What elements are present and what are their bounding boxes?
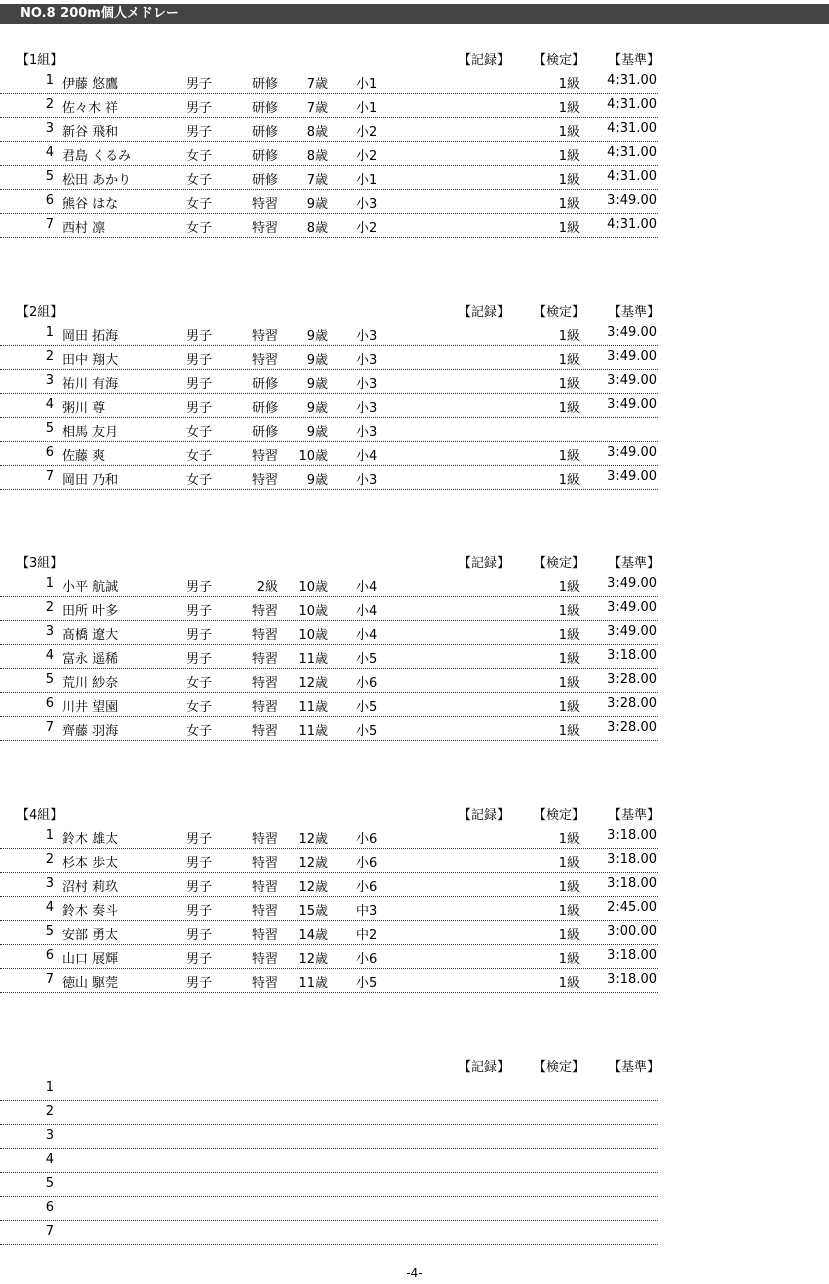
table-row — [0, 1125, 658, 1149]
table-row — [0, 1221, 658, 1245]
cell-cls: 研修 — [251, 149, 278, 164]
cell-std: 3:49.00 — [607, 373, 657, 388]
cell-sex: 男子 — [186, 125, 213, 140]
table-row — [0, 1197, 658, 1221]
cell-name: 小平 航誠 — [62, 580, 119, 595]
cell-name: 新谷 飛和 — [62, 125, 119, 140]
cell-name: 松田 あかり — [62, 173, 132, 188]
cell-no: 4 — [45, 648, 54, 663]
cell-cls: 特習 — [251, 221, 278, 236]
cell-name: 君島 くるみ — [62, 149, 132, 164]
table-row — [0, 118, 658, 142]
cell-cls: 特習 — [251, 676, 278, 691]
cell-level: 1級 — [558, 652, 580, 667]
cell-grade: 小3 — [356, 473, 378, 488]
cell-cls: 特習 — [251, 700, 278, 715]
cell-std: 4:31.00 — [607, 97, 657, 112]
table-row — [0, 621, 658, 645]
cell-level: 1級 — [558, 377, 580, 392]
cell-grade: 小5 — [356, 976, 378, 991]
cell-age: 9歳 — [306, 377, 328, 392]
cell-std: 3:18.00 — [607, 648, 657, 663]
cell-level: 1級 — [558, 221, 580, 236]
cell-age: 11歳 — [298, 976, 328, 991]
cell-no: 7 — [45, 720, 54, 735]
cell-sex: 男子 — [186, 604, 213, 619]
cell-grade: 小3 — [356, 353, 378, 368]
cell-no: 1 — [45, 325, 54, 340]
cell-level: 1級 — [558, 149, 580, 164]
cell-sex: 男子 — [186, 101, 213, 116]
heat-header — [0, 1053, 829, 1077]
cell-no: 3 — [45, 1128, 54, 1143]
cell-no: 2 — [45, 1104, 54, 1119]
cell-no: 5 — [45, 672, 54, 687]
cell-level: 1級 — [558, 724, 580, 739]
cell-level: 1級 — [558, 197, 580, 212]
cell-std: 3:18.00 — [607, 828, 657, 843]
cell-cls: 特習 — [251, 353, 278, 368]
cell-no: 6 — [45, 1200, 54, 1215]
cell-no: 7 — [45, 469, 54, 484]
cell-no: 2 — [45, 97, 54, 112]
cell-name: 田所 叶多 — [62, 604, 119, 619]
cell-no: 6 — [45, 948, 54, 963]
cell-sex: 男子 — [186, 856, 213, 871]
cell-age: 9歳 — [306, 401, 328, 416]
cell-no: 1 — [45, 1080, 54, 1095]
cell-name: 富永 遥稀 — [62, 652, 119, 667]
cell-no: 7 — [45, 972, 54, 987]
cell-level: 1級 — [558, 101, 580, 116]
table-row — [0, 166, 658, 190]
cell-level: 1級 — [558, 676, 580, 691]
table-row — [0, 849, 658, 873]
cell-cls: 研修 — [251, 425, 278, 440]
cell-grade: 小3 — [356, 377, 378, 392]
cell-level: 1級 — [558, 628, 580, 643]
kijun-column-header: 【基準】 — [608, 808, 661, 823]
cell-level: 1級 — [558, 329, 580, 344]
cell-name: 齊藤 羽海 — [62, 724, 119, 739]
cell-name: 徳山 駆莞 — [62, 976, 119, 991]
cell-age: 7歳 — [306, 101, 328, 116]
cell-grade: 中2 — [356, 928, 378, 943]
heat-header — [0, 549, 829, 573]
table-row — [0, 94, 658, 118]
cell-no: 4 — [45, 145, 54, 160]
cell-age: 8歳 — [306, 125, 328, 140]
cell-sex: 男子 — [186, 377, 213, 392]
record-column-header: 【記録】 — [458, 1060, 511, 1075]
cell-grade: 小3 — [356, 197, 378, 212]
cell-name: 西村 凛 — [62, 221, 106, 236]
cell-grade: 小4 — [356, 604, 378, 619]
cell-std: 2:45.00 — [607, 900, 657, 915]
kijun-column-header: 【基準】 — [608, 556, 661, 571]
cell-grade: 小3 — [356, 401, 378, 416]
cell-level: 1級 — [558, 928, 580, 943]
cell-level: 1級 — [558, 449, 580, 464]
cell-cls: 特習 — [251, 652, 278, 667]
cell-level: 1級 — [558, 473, 580, 488]
cell-std: 4:31.00 — [607, 73, 657, 88]
cell-cls: 特習 — [251, 832, 278, 847]
cell-std: 4:31.00 — [607, 217, 657, 232]
cell-age: 10歳 — [298, 580, 328, 595]
table-row — [0, 969, 658, 993]
cell-name: 祐川 有海 — [62, 377, 119, 392]
cell-grade: 小2 — [356, 125, 378, 140]
cell-name: 相馬 友月 — [62, 425, 119, 440]
cell-std: 3:49.00 — [607, 445, 657, 460]
cell-age: 9歳 — [306, 425, 328, 440]
table-row — [0, 466, 658, 490]
cell-no: 6 — [45, 696, 54, 711]
cell-no: 5 — [45, 1176, 54, 1191]
cell-level: 1級 — [558, 976, 580, 991]
cell-std: 3:28.00 — [607, 672, 657, 687]
cell-grade: 小1 — [356, 173, 378, 188]
cell-std: 3:49.00 — [607, 325, 657, 340]
cell-cls: 2級 — [256, 580, 278, 595]
cell-cls: 特習 — [251, 976, 278, 991]
cell-name: 佐藤 爽 — [62, 449, 106, 464]
cell-cls: 特習 — [251, 473, 278, 488]
table-row — [0, 573, 658, 597]
table-row — [0, 1173, 658, 1197]
heat-header — [0, 46, 829, 70]
cell-name: 川井 望園 — [62, 700, 119, 715]
cell-level: 1級 — [558, 173, 580, 188]
cell-grade: 小1 — [356, 77, 378, 92]
table-row — [0, 322, 658, 346]
heat-header — [0, 801, 829, 825]
cell-std: 4:31.00 — [607, 145, 657, 160]
cell-sex: 女子 — [186, 149, 213, 164]
cell-std: 3:18.00 — [607, 852, 657, 867]
cell-cls: 特習 — [251, 904, 278, 919]
table-row — [0, 370, 658, 394]
cell-std: 3:28.00 — [607, 696, 657, 711]
cell-age: 9歳 — [306, 197, 328, 212]
table-row — [0, 394, 658, 418]
cell-no: 2 — [45, 349, 54, 364]
cell-level: 1級 — [558, 353, 580, 368]
cell-name: 山口 展輝 — [62, 952, 119, 967]
kentei-column-header: 【検定】 — [533, 305, 586, 320]
cell-age: 15歳 — [298, 904, 328, 919]
heat-header — [0, 298, 829, 322]
cell-sex: 男子 — [186, 928, 213, 943]
cell-sex: 男子 — [186, 976, 213, 991]
cell-no: 5 — [45, 421, 54, 436]
record-column-header: 【記録】 — [458, 556, 511, 571]
cell-level: 1級 — [558, 580, 580, 595]
table-row — [0, 190, 658, 214]
table-row — [0, 346, 658, 370]
cell-age: 12歳 — [298, 676, 328, 691]
cell-sex: 男子 — [186, 952, 213, 967]
cell-sex: 男子 — [186, 880, 213, 895]
cell-cls: 特習 — [251, 449, 278, 464]
cell-no: 3 — [45, 373, 54, 388]
cell-no: 1 — [45, 576, 54, 591]
cell-name: 荒川 紗奈 — [62, 676, 119, 691]
cell-std: 4:31.00 — [607, 169, 657, 184]
cell-age: 10歳 — [298, 449, 328, 464]
cell-name: 沼村 莉玖 — [62, 880, 119, 895]
cell-no: 4 — [45, 1152, 54, 1167]
table-row — [0, 825, 658, 849]
cell-no: 3 — [45, 876, 54, 891]
cell-sex: 男子 — [186, 580, 213, 595]
cell-no: 5 — [45, 169, 54, 184]
cell-name: 佐々木 祥 — [62, 101, 119, 116]
table-row — [0, 873, 658, 897]
table-row — [0, 442, 658, 466]
cell-age: 9歳 — [306, 353, 328, 368]
cell-age: 11歳 — [298, 652, 328, 667]
cell-age: 7歳 — [306, 77, 328, 92]
cell-grade: 小3 — [356, 329, 378, 344]
cell-grade: 中3 — [356, 904, 378, 919]
cell-sex: 男子 — [186, 77, 213, 92]
record-column-header: 【記録】 — [458, 808, 511, 823]
cell-cls: 特習 — [251, 329, 278, 344]
table-row — [0, 142, 658, 166]
cell-sex: 男子 — [186, 353, 213, 368]
cell-name: 鈴木 奏斗 — [62, 904, 119, 919]
cell-age: 10歳 — [298, 628, 328, 643]
cell-no: 1 — [45, 828, 54, 843]
table-row — [0, 645, 658, 669]
cell-cls: 研修 — [251, 173, 278, 188]
cell-cls: 研修 — [251, 125, 278, 140]
cell-name: 熊谷 はな — [62, 197, 119, 212]
heat-group — [0, 1053, 829, 1245]
table-row — [0, 597, 658, 621]
table-row — [0, 717, 658, 741]
kentei-column-header: 【検定】 — [533, 556, 586, 571]
cell-level: 1級 — [558, 401, 580, 416]
table-row — [0, 1149, 658, 1173]
cell-no: 4 — [45, 900, 54, 915]
cell-age: 12歳 — [298, 880, 328, 895]
cell-sex: 男子 — [186, 401, 213, 416]
cell-sex: 女子 — [186, 676, 213, 691]
cell-no: 4 — [45, 397, 54, 412]
cell-no: 6 — [45, 193, 54, 208]
cell-no: 3 — [45, 121, 54, 136]
cell-sex: 女子 — [186, 724, 213, 739]
kentei-column-header: 【検定】 — [533, 1060, 586, 1075]
cell-name: 岡田 拓海 — [62, 329, 119, 344]
cell-no: 2 — [45, 600, 54, 615]
cell-cls: 特習 — [251, 880, 278, 895]
cell-name: 安部 勇太 — [62, 928, 119, 943]
cell-sex: 女子 — [186, 221, 213, 236]
table-row — [0, 1101, 658, 1125]
cell-level: 1級 — [558, 880, 580, 895]
kijun-column-header: 【基準】 — [608, 53, 661, 68]
cell-grade: 小4 — [356, 628, 378, 643]
table-row — [0, 669, 658, 693]
cell-grade: 小5 — [356, 652, 378, 667]
heat-label: 【1組】 — [16, 53, 64, 68]
cell-std: 3:18.00 — [607, 876, 657, 891]
cell-std: 3:49.00 — [607, 469, 657, 484]
cell-grade: 小3 — [356, 425, 378, 440]
cell-age: 8歳 — [306, 149, 328, 164]
cell-no: 3 — [45, 624, 54, 639]
cell-age: 10歳 — [298, 604, 328, 619]
cell-age: 12歳 — [298, 952, 328, 967]
cell-sex: 女子 — [186, 197, 213, 212]
cell-std: 3:00.00 — [607, 924, 657, 939]
cell-grade: 小4 — [356, 449, 378, 464]
cell-std: 4:31.00 — [607, 121, 657, 136]
cell-level: 1級 — [558, 904, 580, 919]
cell-name: 岡田 乃和 — [62, 473, 119, 488]
cell-std: 3:49.00 — [607, 600, 657, 615]
cell-cls: 特習 — [251, 952, 278, 967]
cell-grade: 小6 — [356, 880, 378, 895]
table-row — [0, 418, 658, 442]
cell-std: 3:49.00 — [607, 397, 657, 412]
cell-level: 1級 — [558, 832, 580, 847]
heat-label: 【3組】 — [16, 556, 64, 571]
cell-cls: 研修 — [251, 77, 278, 92]
kijun-column-header: 【基準】 — [608, 305, 661, 320]
cell-grade: 小4 — [356, 580, 378, 595]
table-row — [0, 897, 658, 921]
cell-no: 7 — [45, 1224, 54, 1239]
cell-sex: 男子 — [186, 628, 213, 643]
cell-no: 5 — [45, 924, 54, 939]
kentei-column-header: 【検定】 — [533, 808, 586, 823]
cell-std: 3:18.00 — [607, 972, 657, 987]
cell-level: 1級 — [558, 125, 580, 140]
cell-cls: 特習 — [251, 856, 278, 871]
heat-group — [0, 298, 829, 490]
cell-name: 田中 翔大 — [62, 353, 119, 368]
cell-cls: 特習 — [251, 928, 278, 943]
cell-grade: 小6 — [356, 832, 378, 847]
cell-cls: 特習 — [251, 604, 278, 619]
cell-sex: 女子 — [186, 449, 213, 464]
cell-cls: 特習 — [251, 724, 278, 739]
table-row — [0, 921, 658, 945]
cell-age: 9歳 — [306, 329, 328, 344]
table-row — [0, 945, 658, 969]
cell-age: 11歳 — [298, 724, 328, 739]
cell-sex: 男子 — [186, 652, 213, 667]
cell-std: 3:49.00 — [607, 193, 657, 208]
heat-label: 【2組】 — [16, 305, 64, 320]
cell-sex: 男子 — [186, 904, 213, 919]
cell-cls: 研修 — [251, 101, 278, 116]
cell-age: 9歳 — [306, 473, 328, 488]
kentei-column-header: 【検定】 — [533, 53, 586, 68]
cell-std: 3:28.00 — [607, 720, 657, 735]
cell-grade: 小6 — [356, 952, 378, 967]
cell-std: 3:49.00 — [607, 349, 657, 364]
cell-grade: 小5 — [356, 724, 378, 739]
cell-no: 6 — [45, 445, 54, 460]
cell-name: 伊藤 悠鷹 — [62, 77, 119, 92]
cell-cls: 研修 — [251, 401, 278, 416]
cell-name: 杉本 歩太 — [62, 856, 119, 871]
record-column-header: 【記録】 — [458, 53, 511, 68]
cell-no: 1 — [45, 73, 54, 88]
cell-age: 8歳 — [306, 221, 328, 236]
cell-sex: 女子 — [186, 173, 213, 188]
event-title: NO.8 200m個人メドレー — [0, 4, 829, 24]
cell-age: 7歳 — [306, 173, 328, 188]
table-row — [0, 214, 658, 238]
cell-cls: 特習 — [251, 628, 278, 643]
heat-group — [0, 549, 829, 741]
cell-no: 2 — [45, 852, 54, 867]
cell-age: 12歳 — [298, 832, 328, 847]
cell-level: 1級 — [558, 604, 580, 619]
cell-level: 1級 — [558, 77, 580, 92]
cell-grade: 小2 — [356, 149, 378, 164]
cell-grade: 小6 — [356, 676, 378, 691]
cell-grade: 小5 — [356, 700, 378, 715]
cell-sex: 女子 — [186, 473, 213, 488]
table-row — [0, 1077, 658, 1101]
heat-group — [0, 46, 829, 238]
heat-group — [0, 801, 829, 993]
cell-grade: 小2 — [356, 221, 378, 236]
kijun-column-header: 【基準】 — [608, 1060, 661, 1075]
cell-std: 3:49.00 — [607, 624, 657, 639]
cell-name: 鈴木 雄太 — [62, 832, 119, 847]
cell-sex: 女子 — [186, 425, 213, 440]
page-number: -4- — [406, 1266, 423, 1280]
cell-name: 粥川 尊 — [62, 401, 106, 416]
cell-std: 3:49.00 — [607, 576, 657, 591]
cell-level: 1級 — [558, 952, 580, 967]
cell-std: 3:18.00 — [607, 948, 657, 963]
table-row — [0, 70, 658, 94]
cell-age: 11歳 — [298, 700, 328, 715]
cell-no: 7 — [45, 217, 54, 232]
cell-age: 12歳 — [298, 856, 328, 871]
cell-level: 1級 — [558, 856, 580, 871]
cell-cls: 特習 — [251, 197, 278, 212]
cell-sex: 女子 — [186, 700, 213, 715]
table-row — [0, 693, 658, 717]
cell-age: 14歳 — [298, 928, 328, 943]
cell-sex: 男子 — [186, 329, 213, 344]
cell-grade: 小6 — [356, 856, 378, 871]
cell-grade: 小1 — [356, 101, 378, 116]
record-column-header: 【記録】 — [458, 305, 511, 320]
cell-sex: 男子 — [186, 832, 213, 847]
cell-name: 髙橋 遼大 — [62, 628, 119, 643]
cell-level: 1級 — [558, 700, 580, 715]
heat-label: 【4組】 — [16, 808, 64, 823]
cell-cls: 研修 — [251, 377, 278, 392]
